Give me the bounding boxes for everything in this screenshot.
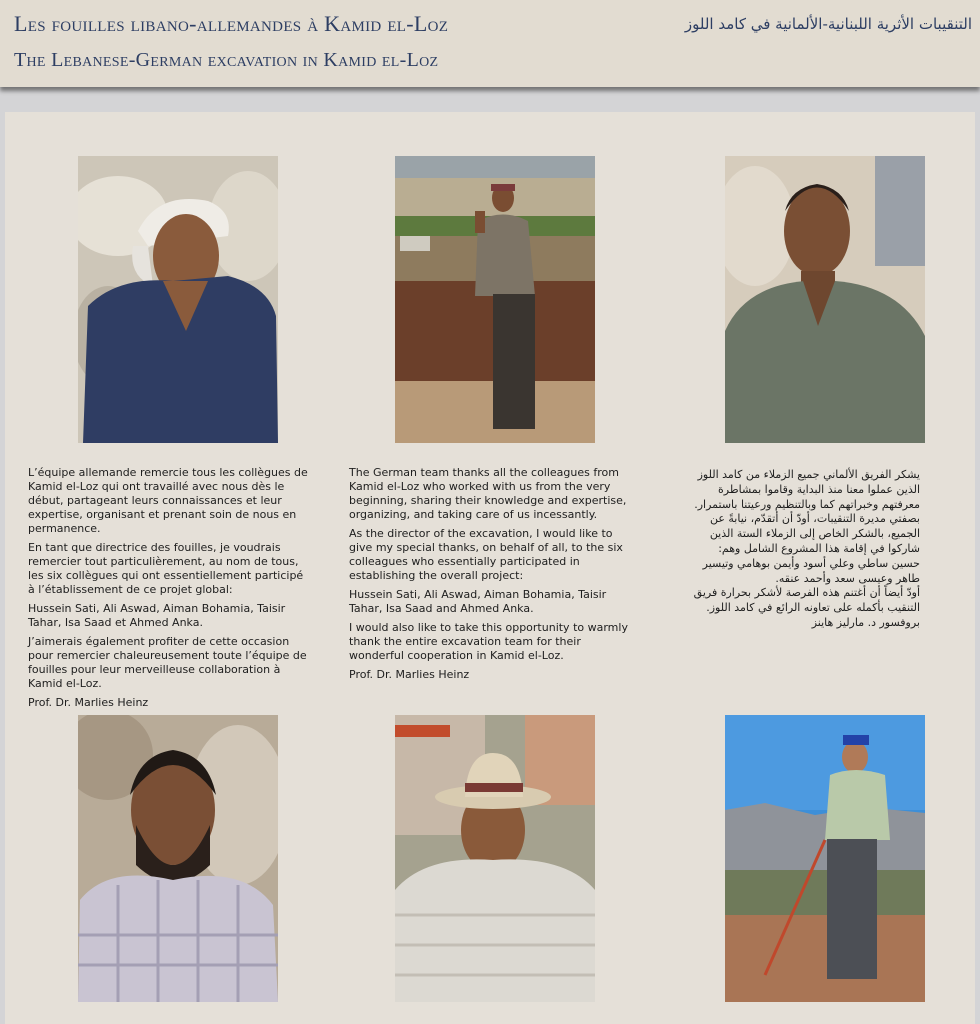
ar-paragraph-3: حسين ساطي وعلي أسود وأيمن بوهامي وتيسير طاهر وعيسى سعد وأحمد عنقه.: [702, 556, 920, 585]
title-english: The Lebanese-German excavation in Kamid el-Loz: [14, 49, 439, 71]
text-column-arabic: [678, 468, 920, 631]
ar-signature: بروفسور د. مارليز هاينز: [811, 615, 920, 629]
portrait-photo-1: [78, 156, 278, 443]
fr-paragraph-2: En tant que directrice des fouilles, je voudrais remercier tout particulièrement, au nom de tous, les six collègues qui ont essentiellement participé à l’établissement de ce projet global:: [28, 541, 304, 596]
fr-paragraph-1: L’équipe allemande remercie tous les collègues de Kamid el-Loz qui ont travaillé avec nous dès le début, partageant leurs connaissances et leur expertise, organisant et prenant soin de nous en permanence.: [28, 466, 308, 535]
en-paragraph-4: I would also like to take this opportunity to warmly thank the entire excavation team for their wonderful cooperation in Kamid el-Loz.: [349, 621, 628, 662]
text-column-english: [349, 466, 631, 687]
en-paragraph-2: As the director of the excavation, I would like to give my special thanks, on behalf of all, to the six colleagues who essentially participated in establishing the overall project:: [349, 527, 623, 582]
portrait-photo-3: [725, 156, 925, 443]
portrait-photo-5: [395, 715, 595, 1002]
portrait-photo-4: [78, 715, 278, 1002]
fr-paragraph-4: J’aimerais également profiter de cette occasion pour remercier chaleureusement toute l’équipe de fouilles pour leur merveilleuse collaboration à Kamid el-Loz.: [28, 635, 307, 690]
portrait-photo-6: [725, 715, 925, 1002]
header-banner: [0, 0, 980, 87]
title-arabic: التنقيبات الأثرية اللبنانية-الألمانية في كامد اللوز: [684, 15, 972, 33]
title-french: Les fouilles libano-allemandes à Kamid el-Loz: [14, 11, 449, 36]
ar-paragraph-1: يشكر الفريق الألماني جميع الزملاء من كامد اللوز الذين عملوا معنا منذ البداية وقاموا بمشاطرة معرفتهم وخبراتهم كما وبالتنظيم ورعيتنا باستمرار.: [694, 468, 920, 511]
en-signature: Prof. Dr. Marlies Heinz: [349, 668, 470, 681]
en-paragraph-3: Hussein Sati, Ali Aswad, Aiman Bohamia, Taisir Tahar, Isa Saad and Ahmed Anka.: [349, 588, 607, 615]
portrait-photo-2: [395, 156, 595, 443]
fr-paragraph-3: Hussein Sati, Ali Aswad, Aiman Bohamia, Taisir Tahar, Isa Saad et Ahmed Anka.: [28, 602, 286, 629]
en-paragraph-1: The German team thanks all the colleagues from Kamid el-Loz who worked with us from the very beginning, sharing their knowledge and expertise, organizing, and taking care of us incessantly.: [349, 466, 627, 521]
ar-paragraph-2: بصفتي مديرة التنقيبات، أودّ أن أتقدّم، نيابةً عن الجميع، بالشكر الخاص إلى الزملاء الستة الذين شاركوا في إقامة هذا المشروع الشامل وهم:: [709, 512, 920, 555]
text-column-french: [28, 466, 310, 715]
fr-signature: Prof. Dr. Marlies Heinz: [28, 696, 149, 709]
ar-paragraph-4: أودّ أيضاً أن أغتنم هذه الفرصة لأشكر بحرارة فريق التنقيب بأكمله على تعاونه الرائع في كامد اللوز.: [693, 586, 920, 615]
